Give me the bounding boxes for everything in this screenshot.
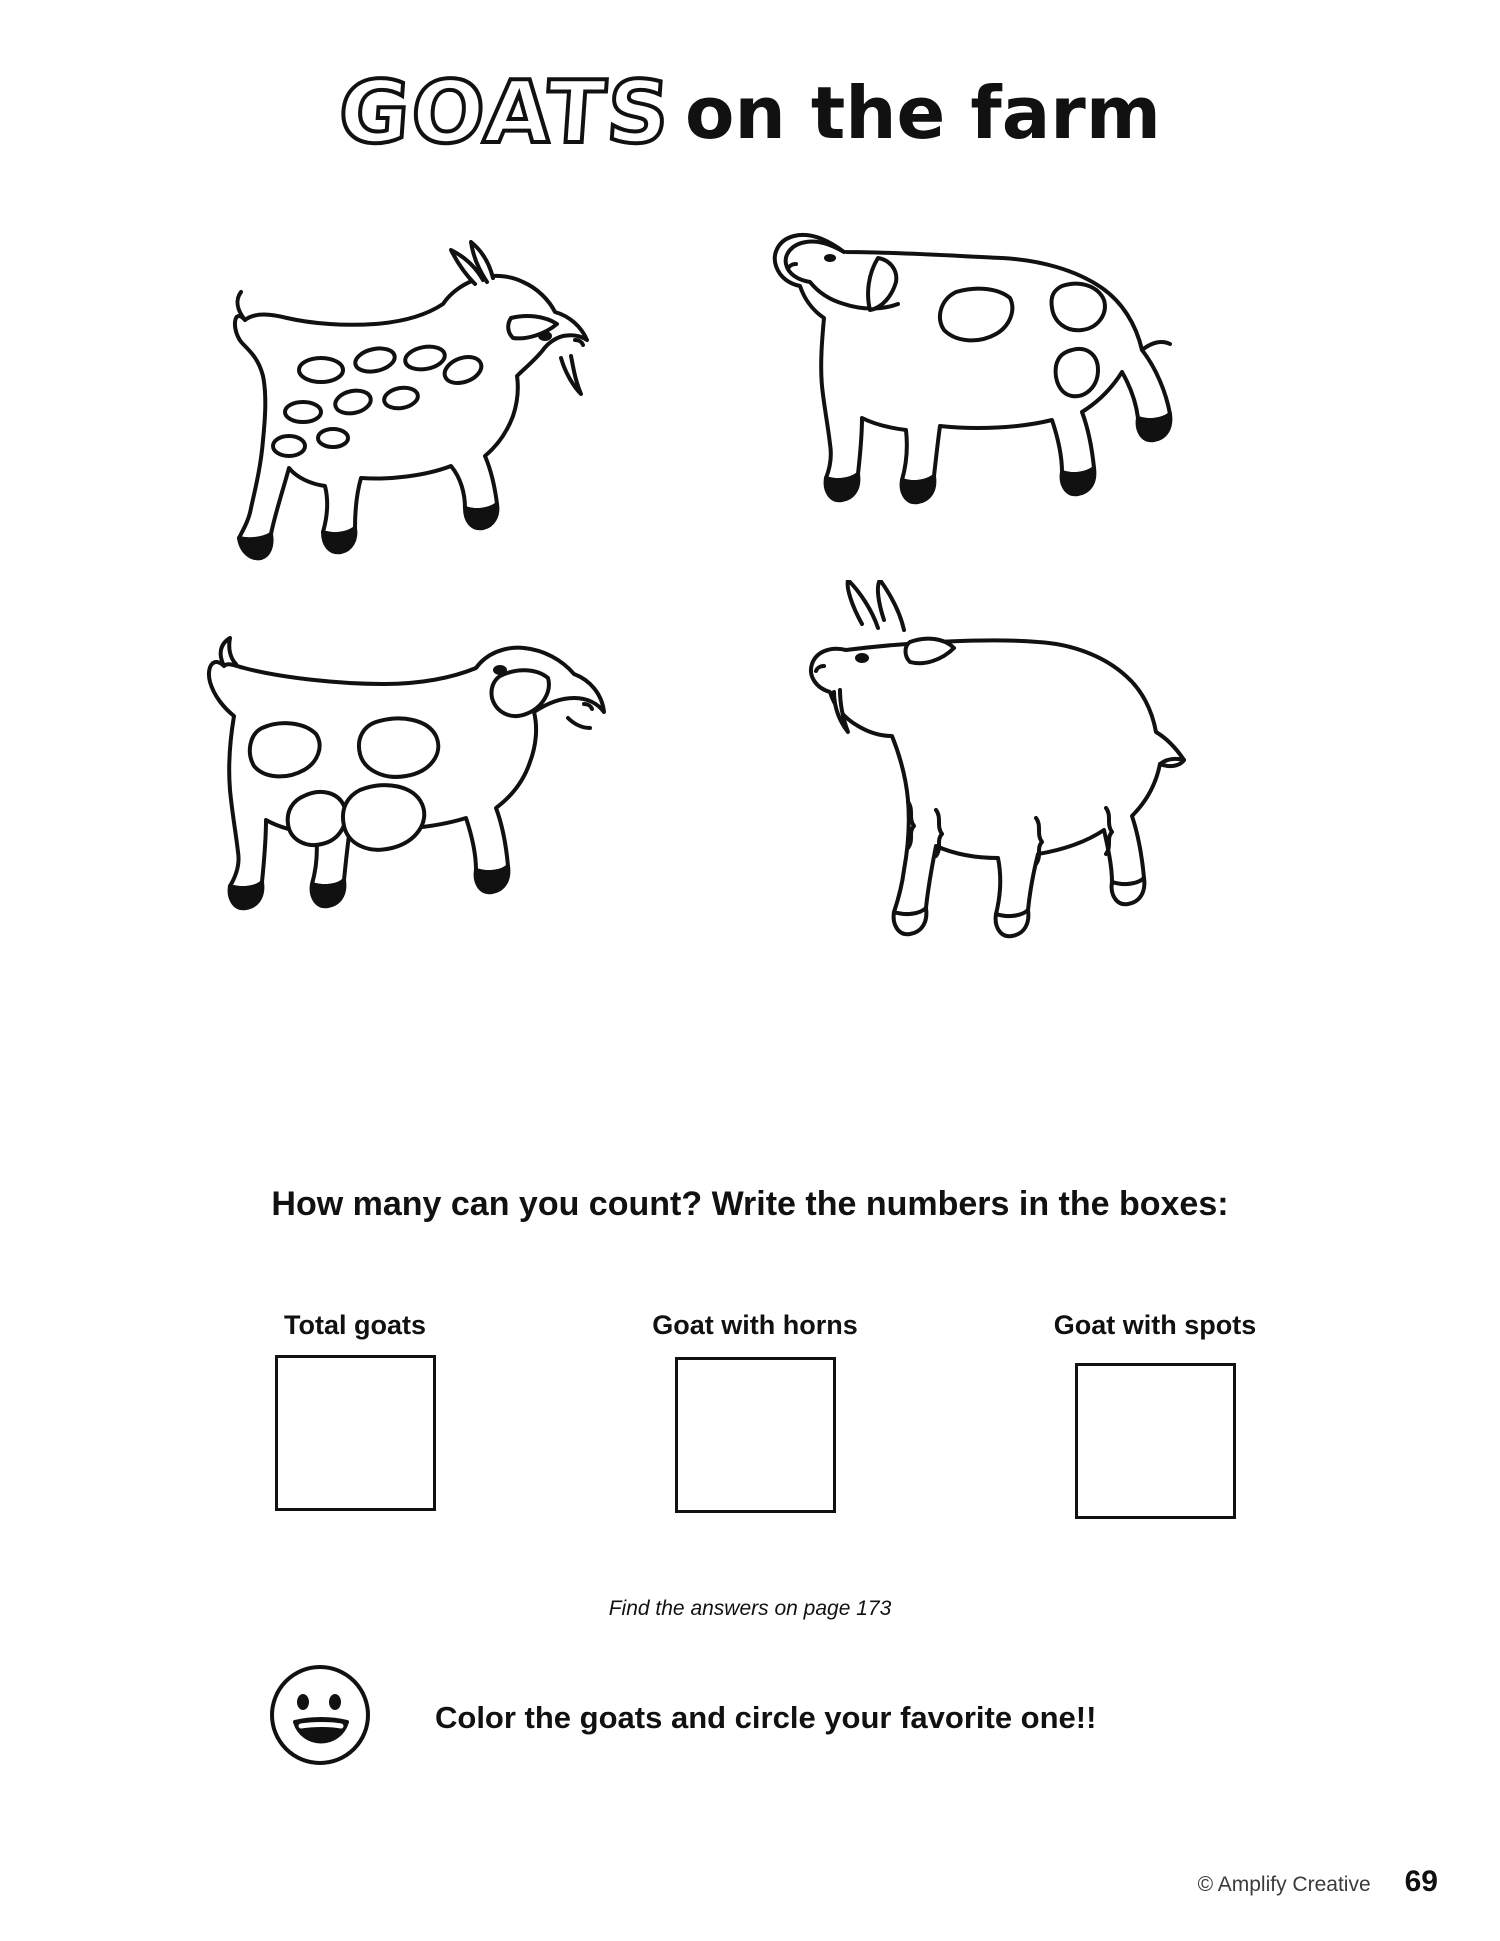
count-input-total-goats[interactable] <box>275 1355 436 1511</box>
page-title-outlined-word: GOATS <box>335 63 675 163</box>
count-item-goat-with-spots <box>990 1310 1320 1519</box>
activity-text: Color the goats and circle your favorite one!! <box>435 1699 1097 1735</box>
count-input-goat-with-horns[interactable] <box>675 1357 836 1513</box>
count-label-goat-with-horns: Goat with horns <box>652 1310 858 1340</box>
count-prompt: How many can you count? Write the numbers in the boxes: <box>271 1185 1229 1223</box>
activity-row <box>265 1660 1096 1775</box>
count-item-goat-with-horns <box>590 1310 920 1519</box>
goat-illustrations <box>0 200 1500 1140</box>
copyright-text: © Amplify Creative <box>1197 1873 1371 1896</box>
page-number: 69 <box>1404 1865 1438 1898</box>
smiley-face-icon <box>265 1660 375 1775</box>
goat-illustration-spotted-lop-eared <box>200 600 620 935</box>
count-label-goat-with-spots: Goat with spots <box>1053 1310 1257 1340</box>
page-title-rest: on the farm <box>685 71 1161 156</box>
count-boxes <box>190 1310 1320 1519</box>
count-label-total-goats: Total goats <box>283 1310 426 1340</box>
page-footer <box>1198 1865 1438 1899</box>
page-title <box>0 63 1500 163</box>
answer-note: Find the answers on page 173 <box>608 1597 892 1620</box>
goat-illustration-spotted-horned <box>225 240 645 575</box>
goat-illustration-patched-lop-eared <box>770 200 1190 535</box>
count-input-goat-with-spots[interactable] <box>1075 1363 1236 1519</box>
goat-illustration-shaggy-horned <box>790 580 1190 955</box>
count-item-total-goats <box>190 1310 520 1519</box>
